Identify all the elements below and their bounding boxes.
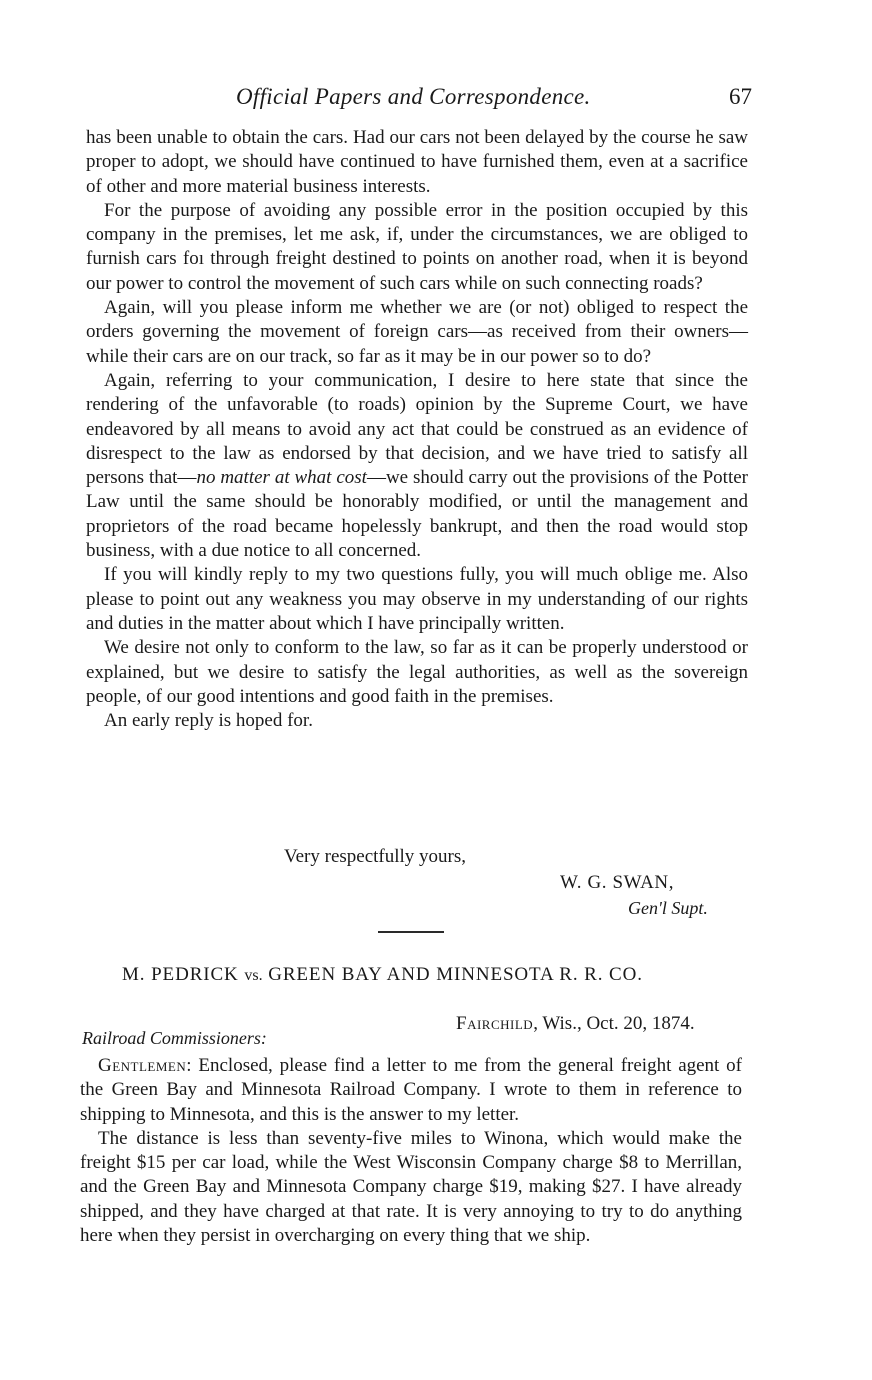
- signature-title: Gen'l Supt.: [628, 898, 708, 918]
- heading-defendant: GREEN BAY AND MINNESOTA R. R. CO.: [268, 964, 643, 985]
- section-divider: [378, 931, 444, 933]
- paragraph-1: has been unable to obtain the cars. Had our cars not been delayed by the course he saw proper to adopt, we should have continued to have furnished them, even at a sacrifice of other and more material business interests.: [86, 127, 748, 197]
- paragraph-6: We desire not only to conform to the law, so far as it can be properly understood or explained, but we desire to satisfy the legal authorities, as well as the sovereign people, of our good intentions and good faith in the premises.: [86, 637, 748, 707]
- dateline: [456, 1013, 695, 1035]
- letter-body: [86, 126, 748, 733]
- signature-name: W. G. SWAN,: [560, 872, 675, 893]
- addressee: Railroad Commissioners:: [82, 1028, 267, 1048]
- paragraph-7: An early reply is hoped for.: [104, 710, 313, 732]
- paragraph-4-text-a: Again, referring to your communication, I desire to here state that since the rendering of the unfavorable (to roads) opinion by the Supreme Court, we have endeavored by all means to avoid any act that could be construed as an evidence of disrespect to the law as endorsed by that decision, and we have tried to satisfy all persons that—: [86, 369, 748, 489]
- paragraph-5: If you will kindly reply to my two questions fully, you will much oblige me. Also please to point out any weakness you may observe in my understanding of our rights and duties in the matter about which I have principally written.: [86, 564, 748, 634]
- complimentary-close: Very respectfully yours,: [284, 846, 467, 867]
- running-title: Official Papers and Correspondence.: [236, 84, 591, 109]
- heading-vs: vs.: [244, 967, 263, 984]
- paragraph-2: For the purpose of avoiding any possible error in the position occupied by this company in the premises, let me ask, if, under the circumstances, we are obliged to furnish cars foı through freight destined to points on another road, when it is beyond our power to control the movement of such cars while on such connecting roads?: [86, 199, 748, 294]
- paragraph-4: [86, 369, 748, 563]
- greeting: Gentlemen: [98, 1055, 187, 1076]
- page-header: [236, 84, 756, 116]
- letter-paragraph-1: [80, 1054, 742, 1127]
- paragraph-4-emphasis: no matter at what cost: [196, 467, 367, 489]
- second-letter-body: [80, 1054, 742, 1248]
- dateline-date: , Wis., Oct. 20, 1874.: [533, 1013, 695, 1034]
- paragraph-3: Again, will you please inform me whether we are (or not) obliged to respect the orders governing the movement of foreign cars—as received from their owners—while their cars are on our track, so far as it may be in our power so to do?: [86, 297, 748, 367]
- page-number: 67: [729, 84, 752, 109]
- letter-paragraph-1-text: : Enclosed, please find a letter to me from the general freight agent of the Green Bay and Minnesota Railroad Company. I wrote to them in reference to shipping to Minnesota, and this is the answer to my letter.: [80, 1055, 742, 1125]
- heading-plaintiff: M. PEDRICK: [122, 964, 239, 985]
- dateline-place: Fairchild: [456, 1013, 534, 1034]
- paragraph-4-text-b: —we should carry out the provisions of the Potter Law until the same should be honorably modified, or until the management and proprietors of the road became hopelessly bankrupt, and then the road would stop business, with a due notice to all concerned.: [86, 467, 749, 562]
- letter-paragraph-2: The distance is less than seventy-five miles to Winona, which would make the freight $15 per car load, while the West Wisconsin Company charge $8 to Merrillan, and the Green Bay and Minnesota Company charge $19, making $27. I have already shipped, and they have charged at that rate. It is very annoying to try to do anything here when they persist in overcharging on every thing that we ship.: [80, 1127, 742, 1247]
- section-heading: [122, 964, 643, 986]
